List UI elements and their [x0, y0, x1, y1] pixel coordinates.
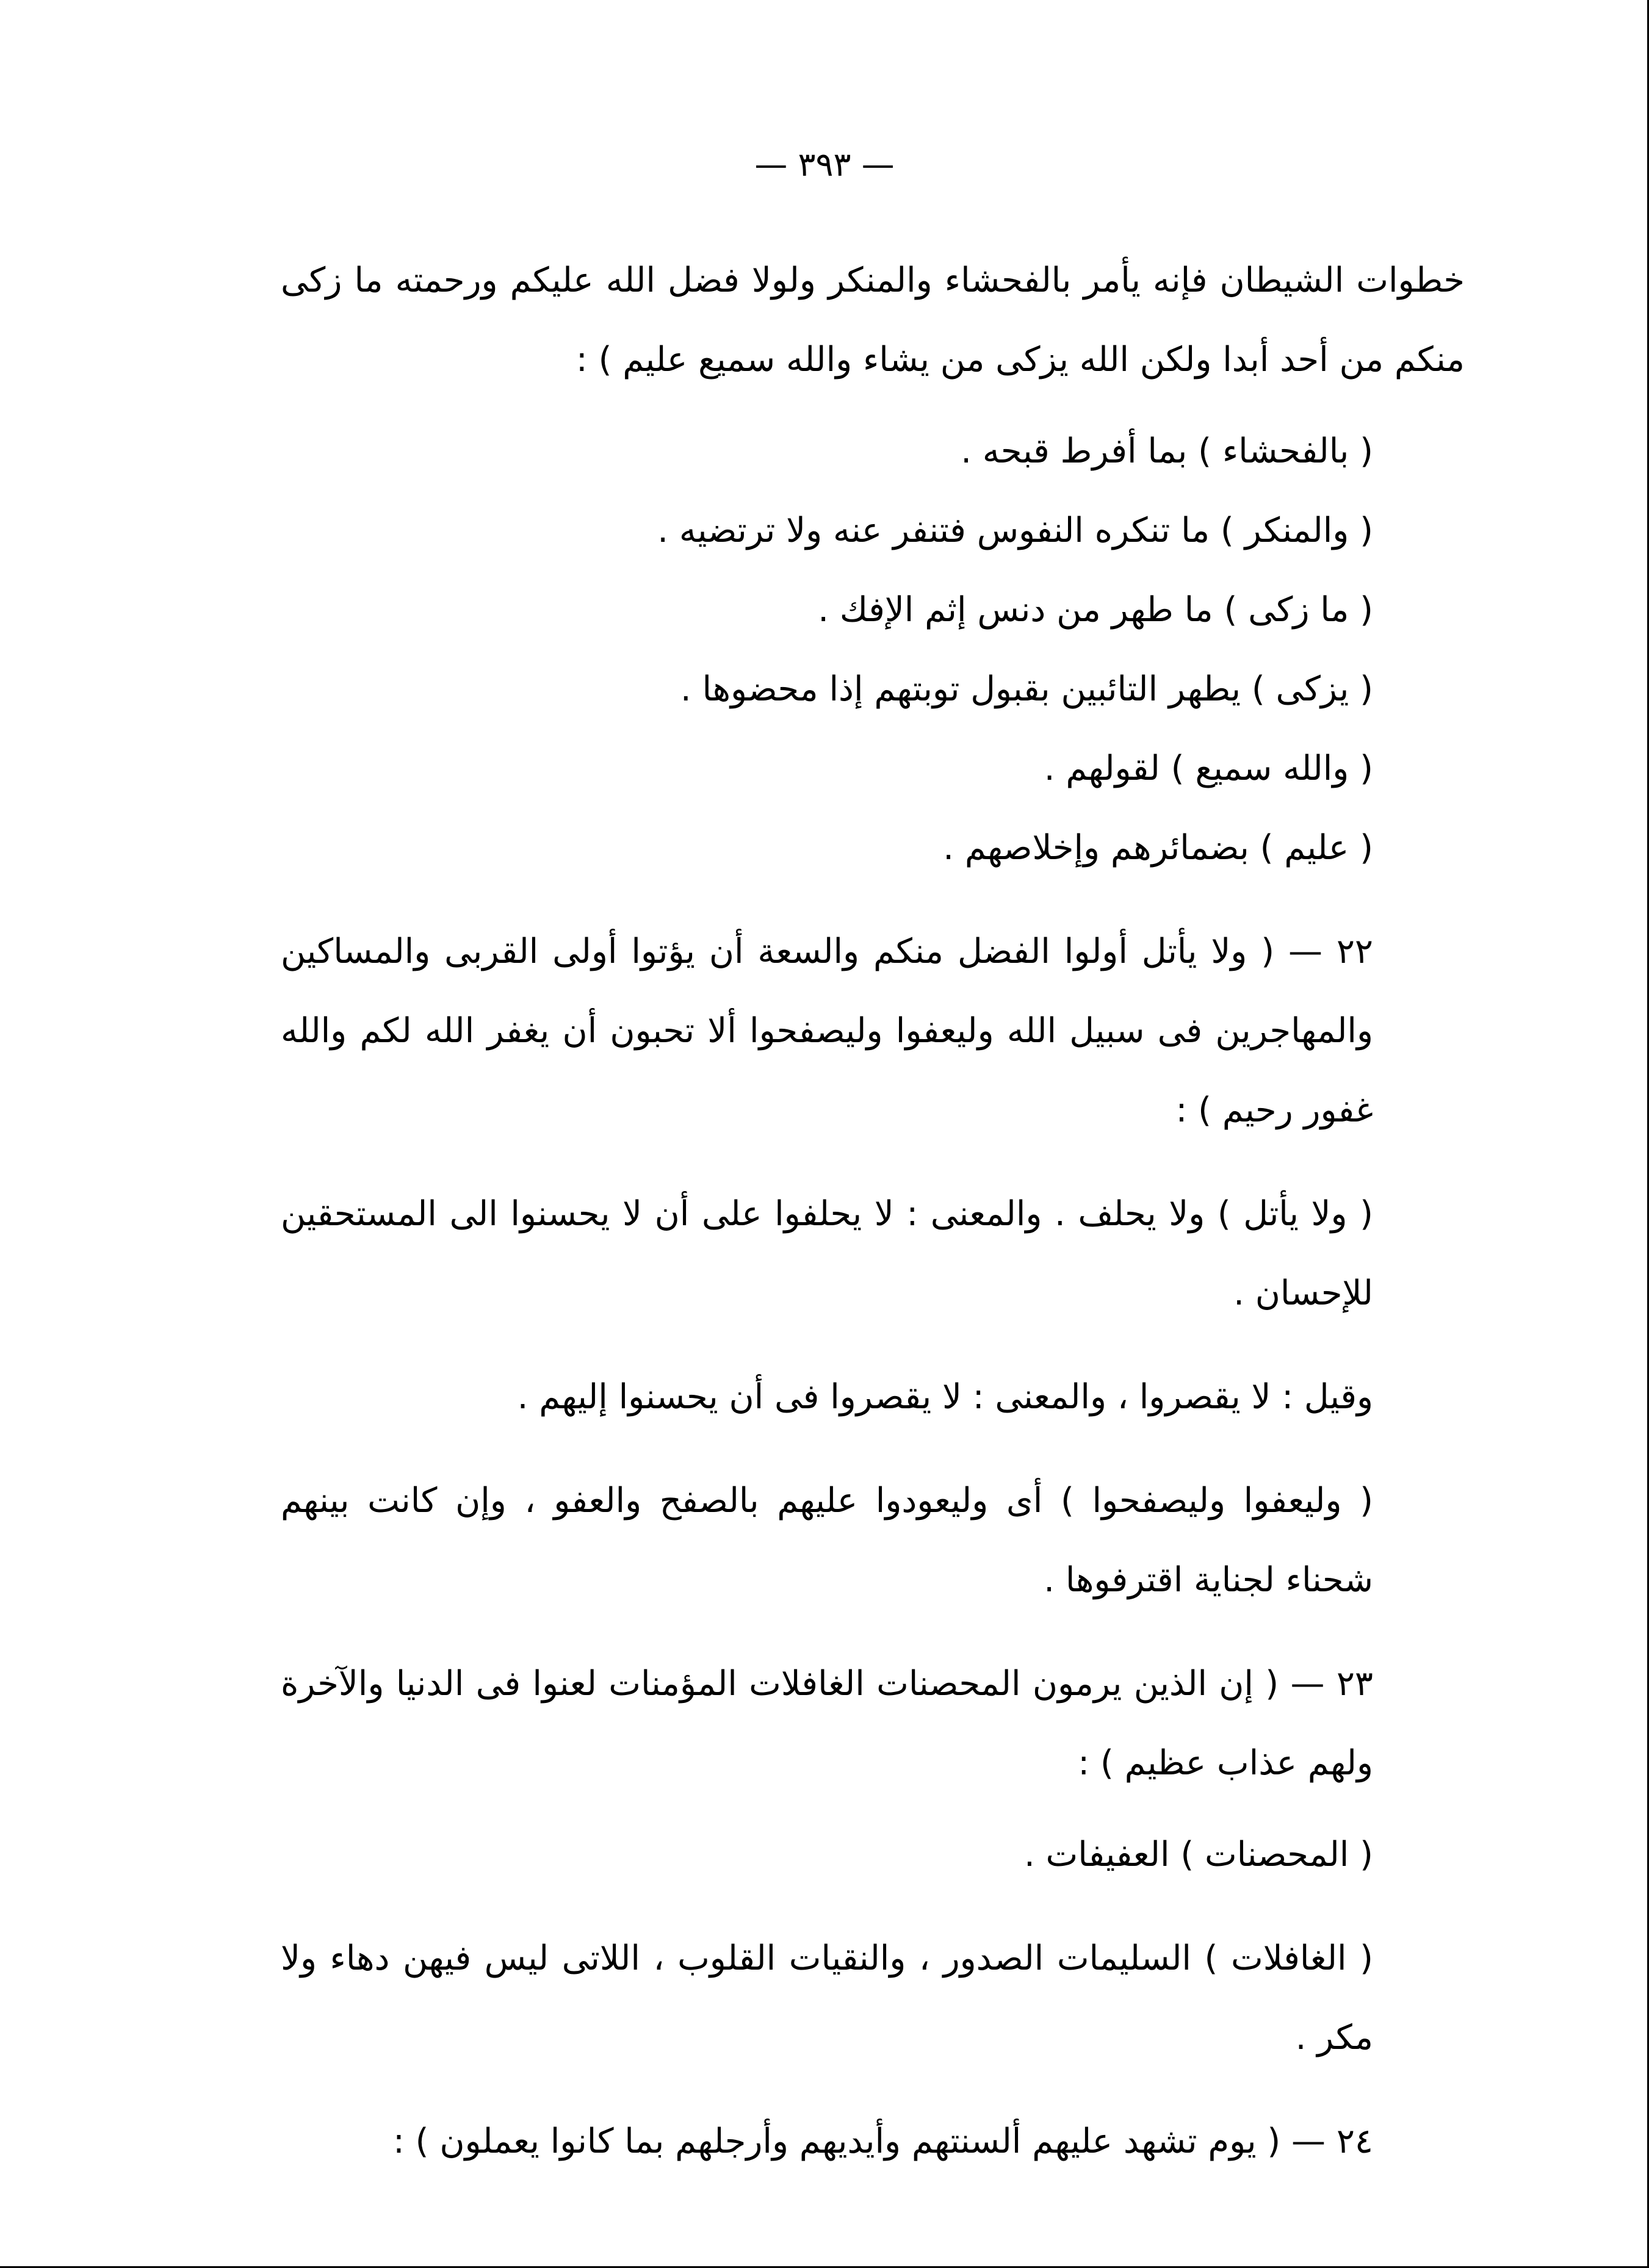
paragraph-verse-24: ٢٤ — ( يوم تشهد عليهم ألسنتهم وأيديهم وأرجلهم بما كانوا يعملون ) : [393, 2122, 1373, 2161]
paragraph-gloss-ghafilat: ( الغافلات ) السليمات الصدور ، والنقيات القلوب ، اللاتى ليس فيهن دهاء ولا مكر . [281, 1939, 1373, 2057]
paragraph-gloss-munkar: ( والمنكر ) ما تنكره النفوس فتنفر عنه ولا ترتضيه . [657, 511, 1373, 550]
paragraph-gloss-muhsanat: ( المحصنات ) العفيفات . [1023, 1835, 1373, 1874]
paragraph-gloss-yatal: ( ولا يأتل ) ولا يحلف . والمعنى : لا يحلفوا على أن لا يحسنوا الى المستحقين للإحسان . [281, 1194, 1373, 1313]
paragraph-gloss-fahsha: ( بالفحشاء ) بما أفرط قبحه . [961, 431, 1373, 471]
paragraph-verse-22: ٢٢ — ( ولا يأتل أولوا الفضل منكم والسعة أن يؤتوا أولى القربى والمساكين والمهاجرين فى سبيل الله وليعفوا وليصفحوا ألا تحبون أن يغفر الله لكم والله غفور رحيم ) : [281, 932, 1373, 1130]
page-body [281, 241, 1465, 2181]
paragraph-gloss-ma-zaka: ( ما زكى ) ما طهر من دنس إثم الإفك . [818, 590, 1373, 630]
paragraph-gloss-yuzakki: ( يزكى ) يطهر التائبين بقبول توبتهم إذا محضوها . [680, 669, 1373, 709]
paragraph-gloss-qeel: وقيل : لا يقصروا ، والمعنى : لا يقصروا فى أن يحسنوا إليهم . [517, 1377, 1373, 1417]
paragraph-verse-continuation: خطوات الشيطان فإنه يأمر بالفحشاء والمنكر ولولا فضل الله عليكم ورحمته ما زكى منكم من أحد أبدا ولكن الله يزكى من يشاء والله سميع عليم ) : [281, 261, 1465, 380]
page-number: — ٣٩٣ — [754, 145, 895, 184]
paragraph-gloss-yafu: ( وليعفوا وليصفحوا ) أى وليعودوا عليهم بالصفح والعفو ، وإن كانت بينهم شحناء لجناية اقترفوها . [281, 1481, 1373, 1600]
paragraph-gloss-aleem: ( عليم ) بضمائرهم وإخلاصهم . [943, 828, 1373, 868]
paragraph-verse-23: ٢٣ — ( إن الذين يرمون المحصنات الغافلات المؤمنات لعنوا فى الدنيا والآخرة ولهم عذاب عظيم ) : [281, 1664, 1373, 1783]
paragraph-gloss-samee: ( والله سميع ) لقولهم . [1044, 749, 1373, 788]
